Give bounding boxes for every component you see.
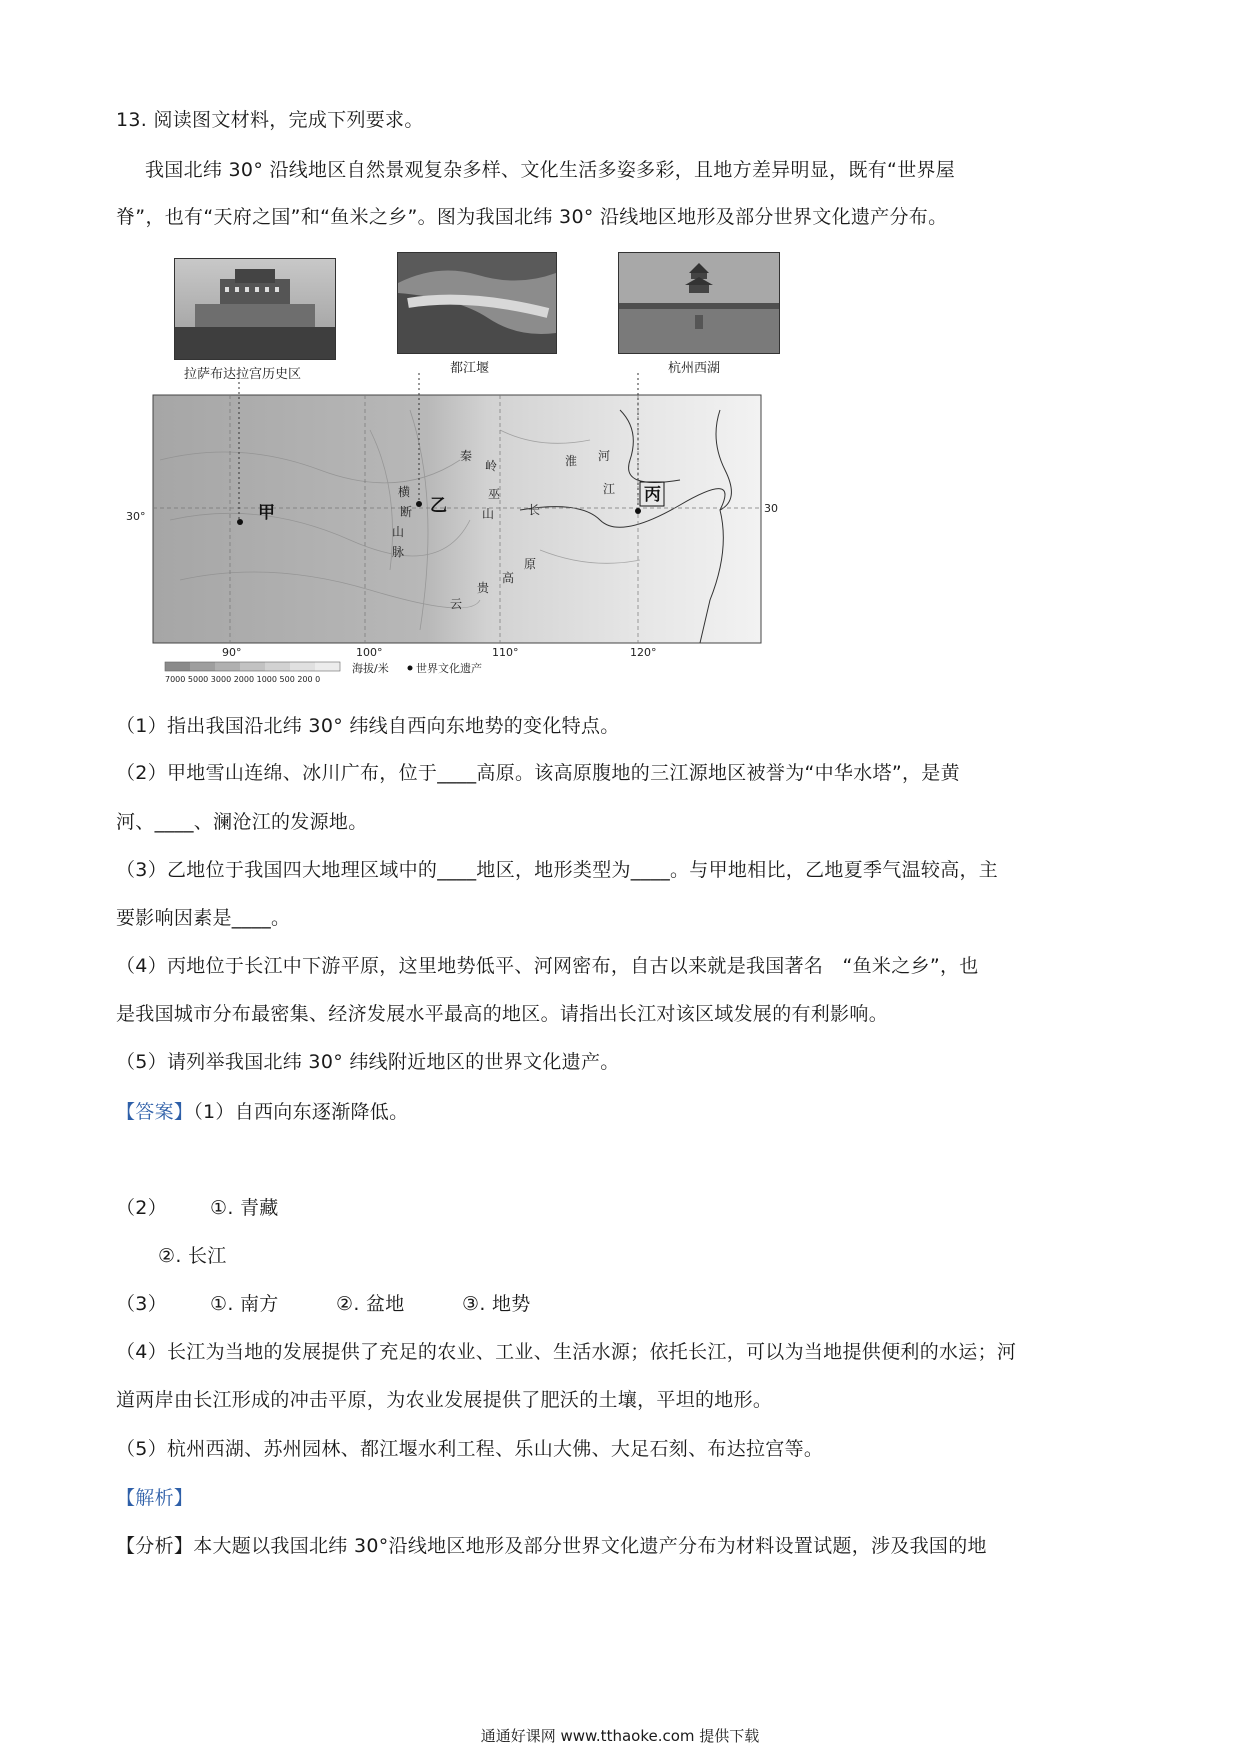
potala-caption: 拉萨布达拉宫历史区 — [184, 367, 302, 382]
label-bing: 丙 — [644, 485, 661, 505]
elevation-legend — [165, 661, 482, 684]
answer-1: （1）自西向东逐渐降低。 — [193, 1101, 409, 1123]
lat-label-right: 30 — [764, 502, 778, 515]
answer-4-line-1: （4）长江为当地的发展提供了充足的农业、工业、生活水源；依托长江，可以为当地提供便利的水运；河 — [116, 1341, 1017, 1363]
potala-photo — [174, 258, 336, 360]
page-footer: 通通好课网 www.tthaoke.com 提供下载 — [480, 1727, 760, 1745]
analysis-line-1 — [116, 1534, 987, 1558]
xihu-photo — [618, 252, 780, 354]
question-title: 13. 阅读图文材料，完成下列要求。 — [116, 109, 424, 131]
label-he: 河 — [598, 449, 611, 463]
label-mai: 脉 — [392, 545, 405, 559]
point-bing-marker — [635, 508, 641, 514]
lon-tick-110: 110° — [492, 646, 519, 659]
intro-line-2: 脊”，也有“天府之国”和“鱼米之乡”。图为我国北纬 30° 沿线地区地形及部分世界文化遗产分布。 — [116, 206, 948, 228]
lat-label-left: 30° — [126, 510, 146, 523]
legend-unit: 海拔/米 — [352, 662, 389, 675]
lon-tick-120: 120° — [630, 646, 657, 659]
sub-question-5: （5）请列举我国北纬 30° 纬线附近地区的世界文化遗产。 — [116, 1051, 620, 1073]
label-jia: 甲 — [258, 503, 275, 523]
label-yuan: 原 — [524, 557, 537, 571]
answer-4-line-2: 道两岸由长江形成的冲击平原，为农业发展提供了肥沃的土壤，平坦的地形。 — [116, 1389, 773, 1411]
label-shan2: 山 — [482, 507, 495, 521]
answer-3-item-3: ③. 地势 — [462, 1293, 531, 1315]
answer-2-item-1: ①. 青藏 — [210, 1197, 279, 1219]
label-huai: 淮 — [565, 454, 578, 468]
analysis-head-tag: 【分析】 — [116, 1535, 194, 1557]
answer-3-item-2: ②. 盆地 — [336, 1293, 405, 1315]
legend-heritage: 世界文化遗产 — [416, 662, 482, 675]
sub-question-3-line-1: （3）乙地位于我国四大地理区域中的____地区，地形类型为____。与甲地相比，乙地夏季气温较高，主 — [116, 859, 999, 881]
point-yi-marker — [416, 501, 422, 507]
answer-5: （5）杭州西湖、苏州园林、都江堰水利工程、乐山大佛、大足石刻、布达拉宫等。 — [116, 1438, 824, 1460]
label-chang: 长 — [528, 503, 541, 517]
lon-tick-100: 100° — [356, 646, 383, 659]
label-shan: 山 — [392, 525, 405, 539]
answer-2-item-2: ②. 长江 — [158, 1245, 227, 1267]
intro-line-1: 我国北纬 30° 沿线地区自然景观复杂多样、文化生活多姿多彩，且地方差异明显，既有“世界屋 — [145, 159, 956, 181]
lon-tick-90: 90° — [222, 646, 242, 659]
label-heng: 横 — [398, 485, 411, 499]
point-jia-marker — [237, 519, 243, 525]
sub-question-1: （1）指出我国沿北纬 30° 纬线自西向东地势的变化特点。 — [116, 715, 620, 737]
analysis-text: 本大题以我国北纬 30°沿线地区地形及部分世界文化遗产分布为材料设置试题，涉及我国的地 — [193, 1535, 987, 1557]
label-gui: 贵 — [477, 581, 490, 595]
label-gao: 高 — [502, 571, 515, 585]
answer-2-label: （2） — [116, 1197, 167, 1219]
answer-line-1 — [116, 1100, 408, 1124]
label-qin: 秦 — [460, 449, 473, 463]
answer-3-item-1: ①. 南方 — [210, 1293, 279, 1315]
label-yi: 乙 — [430, 496, 447, 516]
label-yun: 云 — [450, 597, 463, 611]
label-duan: 断 — [400, 505, 413, 519]
label-jiang: 江 — [603, 482, 616, 496]
dujiangyan-caption: 都江堰 — [450, 361, 490, 376]
label-ling: 岭 — [485, 459, 498, 473]
sub-question-2-line-2: 河、____、澜沧江的发源地。 — [116, 811, 368, 833]
label-wu: 巫 — [488, 487, 501, 501]
dujiangyan-photo — [397, 252, 557, 354]
answer-tag: 【答案】 — [116, 1101, 194, 1123]
terrain-map — [120, 370, 820, 690]
analysis-tag: 【解析】 — [116, 1487, 194, 1509]
answer-3-label: （3） — [116, 1293, 167, 1315]
sub-question-3-line-2: 要影响因素是____。 — [116, 907, 291, 929]
legend-values: 7000 5000 3000 2000 1000 500 200 0 — [165, 675, 321, 684]
sub-question-4-line-1: （4）丙地位于长江中下游平原，这里地势低平、河网密布，自古以来就是我国著名 “鱼米之乡”，也 — [116, 955, 979, 977]
sub-question-4-line-2: 是我国城市分布最密集、经济发展水平最高的地区。请指出长江对该区域发展的有利影响。 — [116, 1003, 889, 1025]
sub-question-2-line-1: （2）甲地雪山连绵、冰川广布，位于____高原。该高原腹地的三江源地区被誉为“中华水塔”，是黄 — [116, 762, 960, 784]
xihu-caption: 杭州西湖 — [668, 361, 721, 376]
